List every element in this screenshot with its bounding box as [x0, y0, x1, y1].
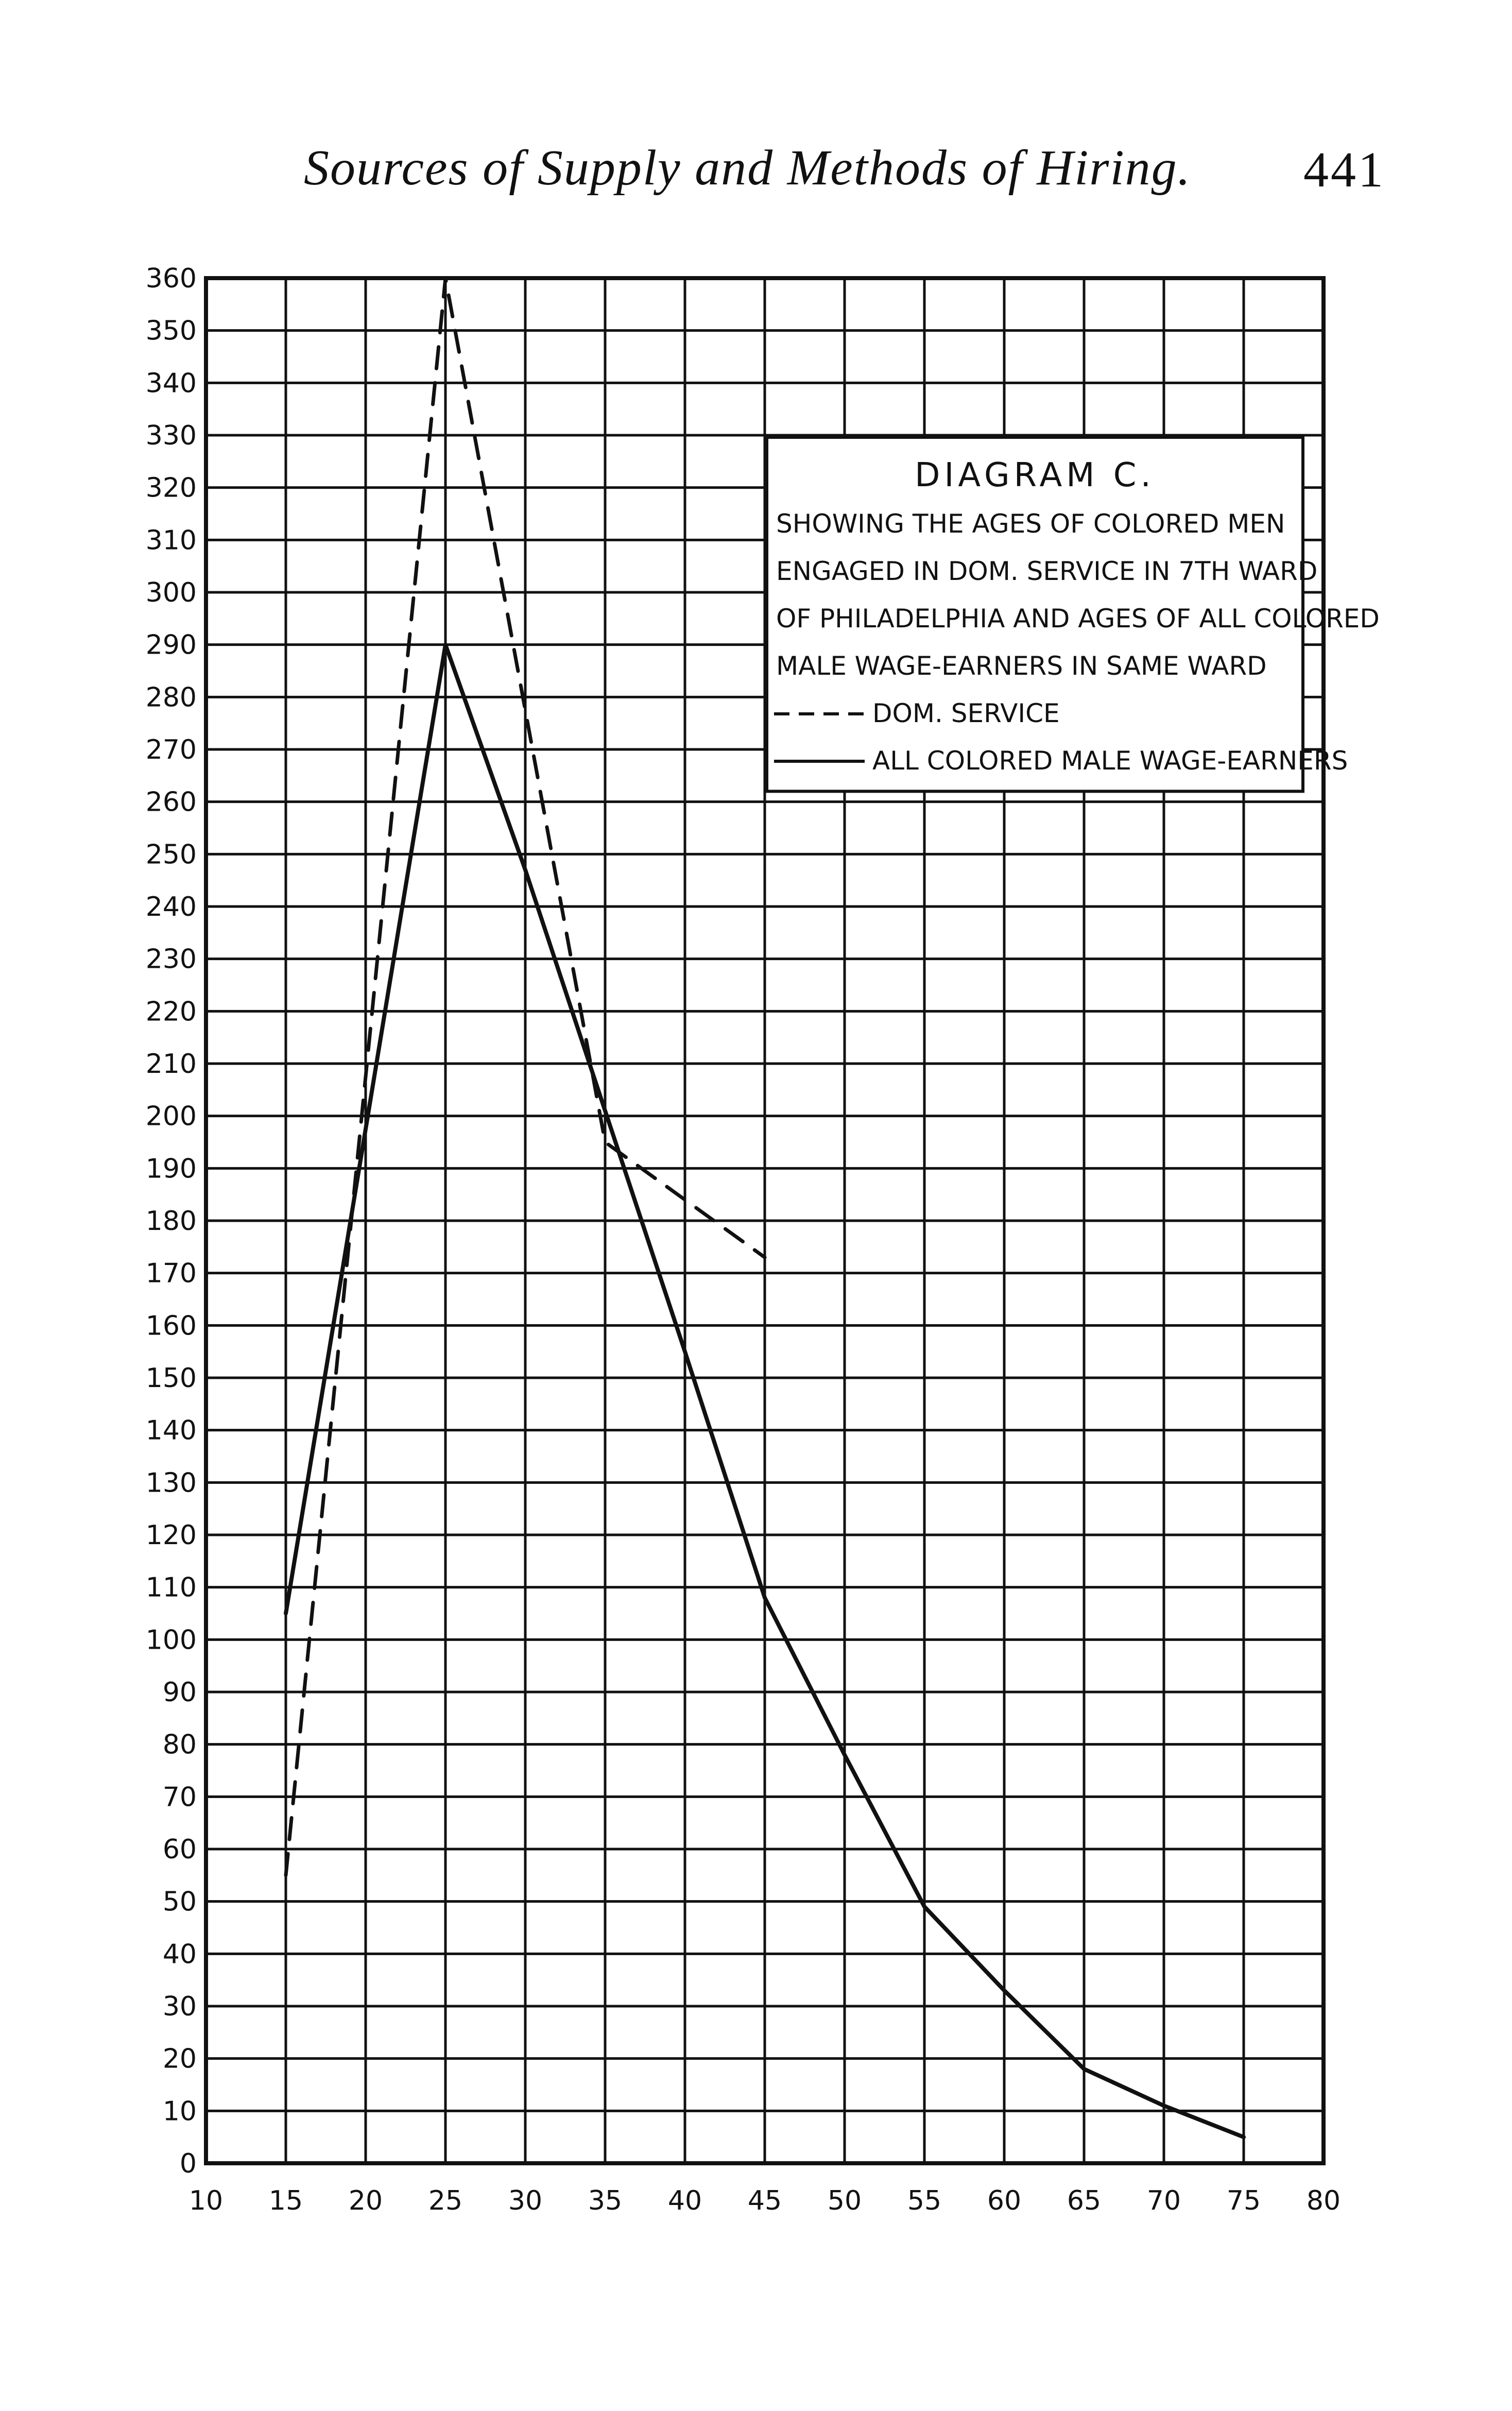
x-tick-label: 40 [667, 2185, 702, 2216]
y-tick-label: 300 [145, 577, 197, 608]
x-tick-label: 30 [508, 2185, 543, 2216]
y-tick-label: 230 [145, 944, 197, 975]
x-tick-label: 70 [1146, 2185, 1181, 2216]
y-tick-label: 140 [145, 1415, 197, 1446]
y-tick-label: 160 [145, 1310, 197, 1342]
y-tick-label: 220 [145, 996, 197, 1028]
y-tick-label: 190 [145, 1153, 197, 1185]
y-tick-label: 290 [145, 629, 197, 661]
y-tick-label: 40 [162, 1939, 197, 1970]
y-tick-label: 20 [162, 2043, 197, 2075]
legend-description-line: OF PHILADELPHIA AND AGES OF ALL COLORED [776, 604, 1380, 634]
x-tick-label: 75 [1226, 2185, 1261, 2216]
y-tick-label: 210 [145, 1049, 197, 1080]
legend-description-line: MALE WAGE-EARNERS IN SAME WARD [776, 651, 1267, 681]
y-tick-label: 30 [162, 1991, 197, 2022]
y-tick-label: 90 [162, 1677, 197, 1708]
x-tick-label: 50 [827, 2185, 862, 2216]
y-tick-label: 360 [145, 263, 197, 294]
page-number: 441 [1303, 142, 1385, 198]
y-tick-label: 340 [145, 368, 197, 399]
y-tick-label: 310 [145, 525, 197, 556]
y-tick-label: 240 [145, 892, 197, 922]
y-tick-label: 70 [162, 1782, 197, 1813]
y-tick-label: 200 [145, 1101, 197, 1132]
y-tick-label: 280 [145, 682, 197, 713]
y-tick-label: 10 [162, 2096, 197, 2127]
legend-entry-label: ALL COLORED MALE WAGE-EARNERS [872, 746, 1348, 776]
y-tick-label: 130 [145, 1467, 197, 1499]
y-tick-label: 250 [145, 839, 197, 870]
y-tick-label: 80 [162, 1729, 197, 1760]
y-tick-label: 150 [145, 1363, 197, 1394]
y-tick-label: 180 [145, 1206, 197, 1237]
running-title: Sources of Supply and Methods of Hiring. [304, 140, 1192, 196]
x-tick-label: 10 [188, 2185, 224, 2216]
y-tick-label: 170 [145, 1258, 197, 1289]
y-tick-label: 350 [145, 315, 197, 347]
y-tick-label: 110 [145, 1572, 197, 1603]
x-tick-label: 20 [348, 2185, 383, 2216]
y-tick-label: 270 [145, 734, 197, 765]
y-tick-label: 60 [162, 1834, 197, 1865]
x-tick-label: 25 [428, 2185, 463, 2216]
legend-title: DIAGRAM C. [915, 456, 1155, 494]
y-tick-label: 330 [145, 420, 197, 451]
x-tick-label: 35 [588, 2185, 623, 2216]
y-tick-label: 100 [145, 1625, 197, 1656]
x-tick-label: 65 [1067, 2185, 1102, 2216]
x-tick-label: 45 [747, 2185, 782, 2216]
legend-entry-label: DOM. SERVICE [872, 698, 1060, 728]
y-tick-label: 0 [179, 2148, 197, 2179]
y-tick-label: 320 [145, 472, 197, 504]
chart-legend [767, 437, 1380, 791]
x-tick-label: 60 [987, 2185, 1022, 2216]
legend-description-line: ENGAGED IN DOM. SERVICE IN 7TH WARD [776, 556, 1318, 586]
y-tick-label: 260 [145, 786, 197, 818]
y-tick-label: 120 [145, 1520, 197, 1551]
x-tick-label: 15 [268, 2185, 303, 2216]
y-tick-label: 50 [162, 1886, 197, 1918]
legend-description-line: SHOWING THE AGES OF COLORED MEN [776, 509, 1285, 539]
x-tick-label: 55 [907, 2185, 942, 2216]
x-tick-label: 80 [1306, 2185, 1341, 2216]
